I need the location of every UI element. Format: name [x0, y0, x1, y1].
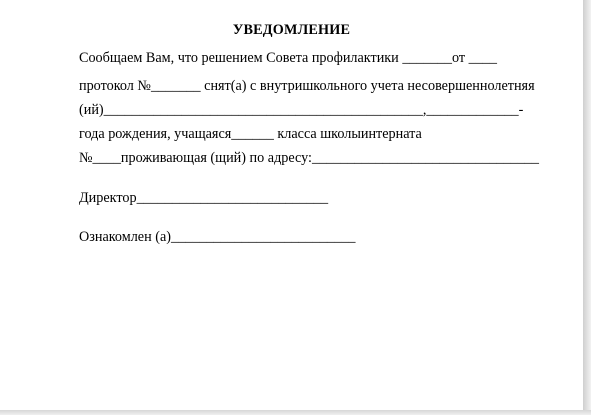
- body-line-2: протокол №_______ снят(а) с внутришкольного учета несовершеннолетняя: [79, 78, 535, 94]
- acknowledged-signature-line: Ознакомлен (а)__________________________: [79, 229, 356, 245]
- body-line-4: года рождения, учащаяся______ класса школыинтерната: [79, 126, 422, 142]
- document-title: УВЕДОМЛЕНИЕ: [232, 22, 351, 38]
- body-line-5: №____проживающая (щий) по адресу:________________________________: [79, 150, 539, 166]
- director-signature-line: Директор___________________________: [79, 190, 329, 206]
- page-edge-shadow-bottom: [0, 410, 591, 415]
- body-line-1: Сообщаем Вам, что решением Совета профилактики _______от ____: [79, 50, 497, 66]
- page-edge-shadow-right: [583, 0, 591, 415]
- body-line-3: (ий)_____________________________________________,_____________-: [79, 102, 524, 118]
